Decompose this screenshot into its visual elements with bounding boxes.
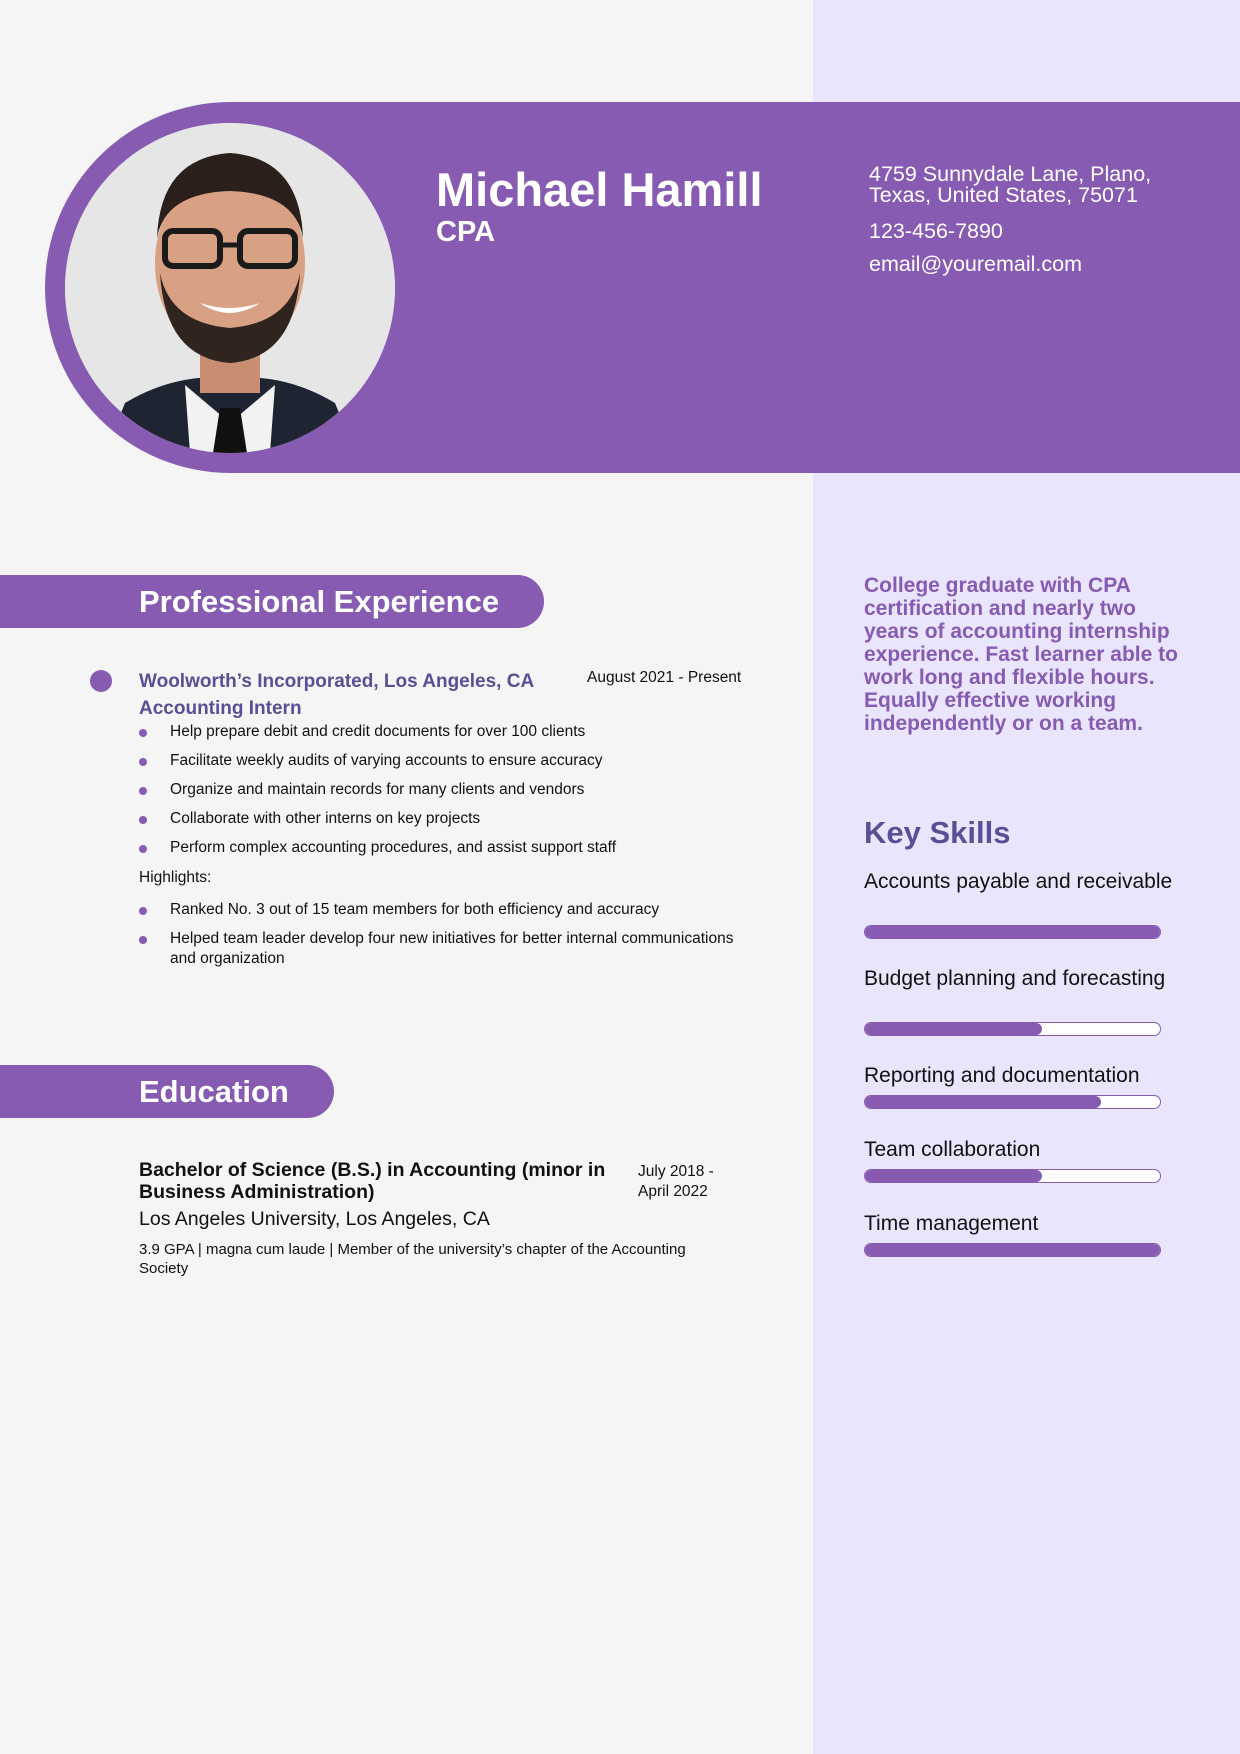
skill-bar bbox=[864, 1095, 1161, 1109]
skill-bar bbox=[864, 1169, 1161, 1183]
contact-phone: 123-456-7890 bbox=[869, 219, 1003, 243]
job-role: Accounting Intern bbox=[139, 698, 302, 719]
contact-block bbox=[869, 164, 1209, 277]
skills-heading: Key Skills bbox=[864, 815, 1011, 850]
skill-bar-fill bbox=[865, 1170, 1042, 1182]
highlights-label: Highlights: bbox=[139, 869, 212, 886]
job-header bbox=[139, 668, 534, 722]
skill-label: Time management bbox=[864, 1212, 1039, 1235]
skill-label: Reporting and documentation bbox=[864, 1064, 1140, 1087]
list-item: Collaborate with other interns on key projects bbox=[139, 809, 759, 829]
skill-label: Budget planning and forecasting bbox=[864, 967, 1166, 990]
profile-summary: College graduate with CPA certification and nearly two years of accounting internship experience. Fast learner able to work long and flexible hours. Equally effective working independently or on a team. bbox=[864, 574, 1178, 735]
education-heading: Education bbox=[0, 1065, 334, 1118]
highlights-list bbox=[139, 900, 759, 978]
education-degree: Bachelor of Science (B.S.) in Accounting (minor in Business Administration) bbox=[139, 1159, 606, 1203]
skill-label: Team collaboration bbox=[864, 1138, 1041, 1161]
experience-heading: Professional Experience bbox=[0, 575, 544, 628]
list-item: Perform complex accounting procedures, and assist support staff bbox=[139, 838, 759, 858]
skill-bar-fill bbox=[865, 1023, 1042, 1035]
skill-bar bbox=[864, 925, 1161, 939]
job-duties-list bbox=[139, 722, 759, 867]
contact-email: email@youremail.com bbox=[869, 252, 1082, 276]
education-dates: July 2018 - April 2022 bbox=[638, 1163, 714, 1200]
list-item: Ranked No. 3 out of 15 team members for both efficiency and accuracy bbox=[139, 900, 759, 920]
profile-photo bbox=[65, 123, 395, 453]
skill-bar-fill bbox=[865, 1244, 1160, 1256]
list-item: Organize and maintain records for many clients and vendors bbox=[139, 780, 759, 800]
contact-address: 4759 Sunnydale Lane, Plano, Texas, United States, 75071 bbox=[869, 162, 1152, 207]
candidate-name: Michael Hamill bbox=[436, 163, 763, 216]
skill-label: Accounts payable and receivable bbox=[864, 870, 1173, 893]
skill-bar-fill bbox=[865, 926, 1160, 938]
profile-photo-illustration bbox=[65, 123, 395, 453]
education-school: Los Angeles University, Los Angeles, CA bbox=[139, 1208, 490, 1230]
list-item: Facilitate weekly audits of varying accounts to ensure accuracy bbox=[139, 751, 759, 771]
timeline-dot bbox=[90, 670, 112, 692]
list-item: Help prepare debit and credit documents for over 100 clients bbox=[139, 722, 759, 742]
skill-bar bbox=[864, 1022, 1161, 1036]
candidate-title: CPA bbox=[436, 216, 496, 248]
job-company: Woolworth’s Incorporated, Los Angeles, CA bbox=[139, 671, 535, 692]
job-dates: August 2021 - Present bbox=[587, 669, 742, 686]
skill-bar bbox=[864, 1243, 1161, 1257]
skill-bar-fill bbox=[865, 1096, 1101, 1108]
education-notes: 3.9 GPA | magna cum laude | Member of the university’s chapter of the Accounting Society bbox=[139, 1241, 686, 1277]
list-item: Helped team leader develop four new initiatives for better internal communications and organization bbox=[139, 929, 759, 969]
